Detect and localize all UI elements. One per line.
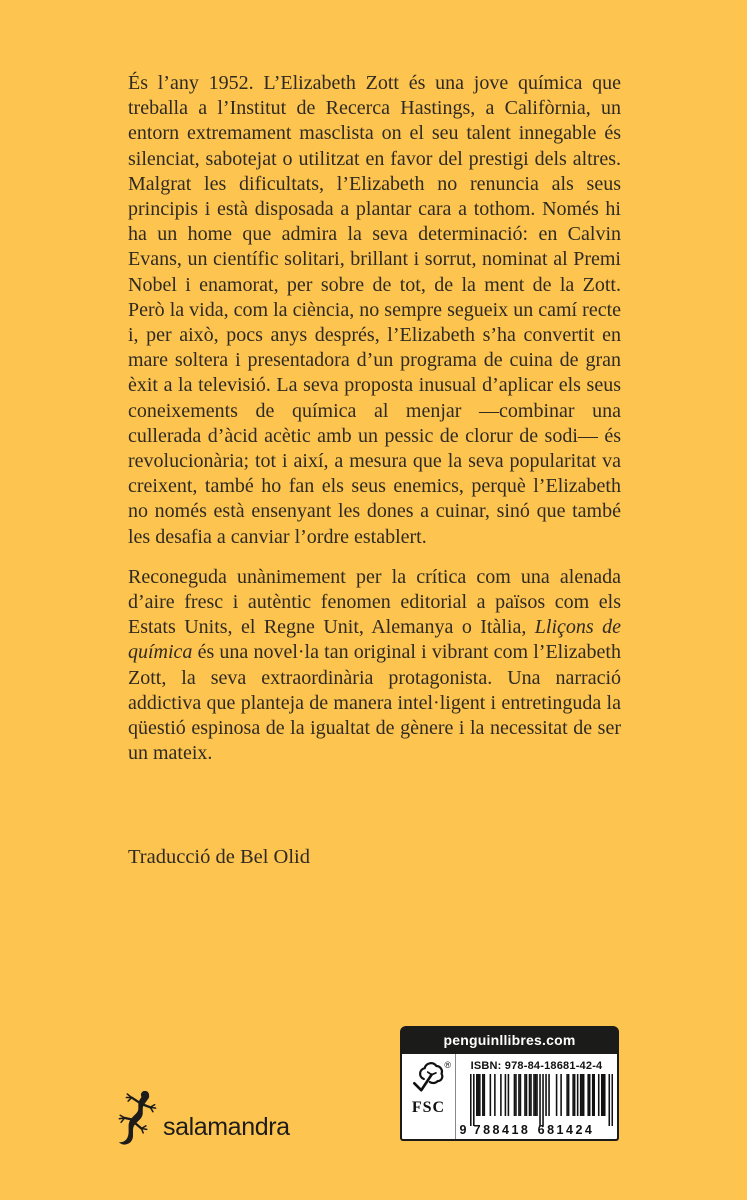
synopsis-paragraph-2-after: és una novel·la tan original i vibrant com l’Elizabeth Zott, la seva extraordinària protagonista. Una narració addictiva que planteja de manera intel·ligent i entretinguda la qüestió espinosa de la igualtat de gènere i la necessitat de ser un mateix.: [128, 641, 621, 765]
synopsis-paragraph-1: És l’any 1952. L’Elizabeth Zott és una jove química que treballa a l’Institut de Recerca Hastings, a Califòrnia, un entorn extremament masclista on el seu talent innegable és silenciat, sabotejat o utilitzat en favor del prestigi dels altres. Malgrat les dificultats, l’Elizabeth no renuncia als seus principis i està disposada a plantar cara a tothom. Només hi ha un home que admira la seva determinació: en Calvin Evans, un científic solitari, brillant i sorrut, nominat al Premi Nobel i enamorat, per sobre de tot, de la ment de la Zott. Però la vida, com la ciència, no sempre segueix un camí recte i, per això, pocs anys després, l’Elizabeth s’ha convertit en mare soltera i presentadora d’un programa de cuina de gran èxit a la televisió. La seva proposta inusual d’aplicar els seus coneixements de química al menjar —combinar una cullerada d’àcid acètic amb un pessic de clorur de sodi— és revolucionària; tot i així, a mesura que la seva popularitat va creixent, també ho fan els seus enemics, perquè l’Elizabeth no només està ensenyant les dones a cuinar, sinó que també les desafia a canviar l’ordre establert.: [128, 72, 621, 548]
synopsis-paragraph-2: [128, 565, 621, 767]
registered-trademark-symbol: ®: [444, 1060, 451, 1070]
isbn-barcode-label: [400, 1026, 619, 1141]
publisher-website: penguinllibres.com: [400, 1026, 619, 1054]
barcode-digits-right: 681424: [537, 1123, 595, 1137]
fsc-wordmark: FSC: [411, 1099, 446, 1116]
publisher-wordmark: salamandra: [163, 1113, 290, 1141]
barcode-digits: [456, 1124, 598, 1137]
synopsis-text: [128, 71, 621, 766]
book-title-italic: Lliçons de química: [128, 616, 621, 664]
salamandra-lizard-icon: [114, 1089, 160, 1145]
synopsis-paragraph-2-before: Reconeguda unànimement per la crítica com una alenada d’aire fresc i autèntic fenomen editorial a països com els Estats Units, el Regne Unit, Alemanya o Itàlia,: [128, 565, 621, 639]
fsc-logo: [402, 1054, 456, 1139]
barcode-bars: [470, 1074, 613, 1126]
publisher-logo: [114, 1087, 290, 1145]
barcode-section: [456, 1054, 617, 1139]
label-body: [400, 1054, 619, 1141]
barcode-digits-left: 788418: [473, 1123, 531, 1137]
barcode-digit-lead: 9: [459, 1123, 467, 1137]
isbn-number: ISBN: 978-84-18681-42-4: [470, 1060, 603, 1072]
fsc-tree-checkmark-icon: [410, 1060, 448, 1098]
translation-credit: Traducció de Bel Olid: [128, 846, 311, 868]
